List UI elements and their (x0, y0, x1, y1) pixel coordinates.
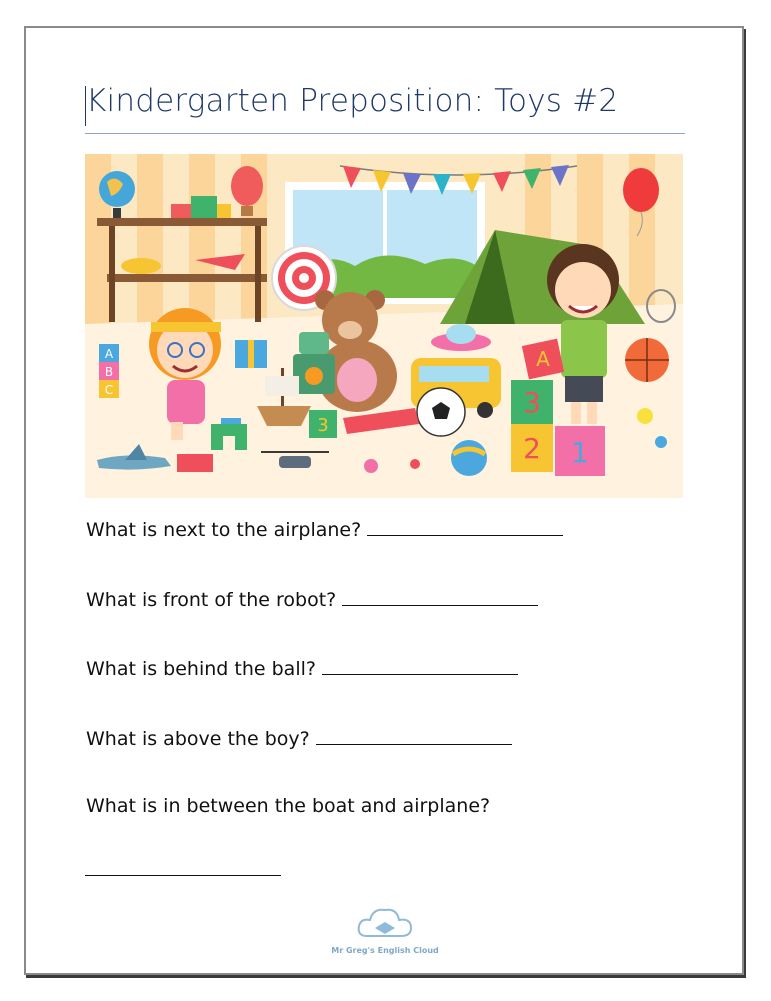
block-letter: A (536, 347, 550, 371)
answer-blank-2[interactable] (342, 587, 538, 606)
question-1 (86, 517, 563, 541)
footer-logo (330, 904, 440, 962)
block-letter: C (104, 383, 114, 397)
toy-room-illustration (85, 154, 683, 498)
question-3-text: What is behind the ball? (86, 658, 316, 680)
block-letter: 3 (317, 415, 329, 436)
question-1-text: What is next to the airplane? (86, 519, 362, 541)
block-letter: 2 (523, 432, 541, 465)
question-5-text: What is in between the boat and airplane? (86, 795, 491, 817)
answer-blank-1[interactable] (367, 517, 563, 536)
answer-blank-4[interactable] (316, 726, 512, 745)
question-2 (86, 587, 538, 611)
answer-blank-3[interactable] (322, 656, 518, 675)
title-rule (85, 133, 685, 134)
block-letter: B (104, 365, 114, 379)
question-4-text: What is above the boy? (86, 728, 310, 750)
page-title: Kindergarten Preposition: Toys #2 (86, 83, 619, 119)
question-3 (86, 656, 518, 680)
cloud-logo-icon (355, 904, 415, 944)
answer-blank-5[interactable] (85, 875, 281, 876)
question-4 (86, 726, 512, 750)
question-5 (86, 795, 490, 817)
block-letter: A (104, 347, 114, 361)
block-letter: 1 (571, 436, 589, 469)
question-2-text: What is front of the robot? (86, 589, 337, 611)
footer-brand: Mr Greg's English Cloud (331, 946, 439, 955)
block-letter: 3 (523, 386, 541, 419)
